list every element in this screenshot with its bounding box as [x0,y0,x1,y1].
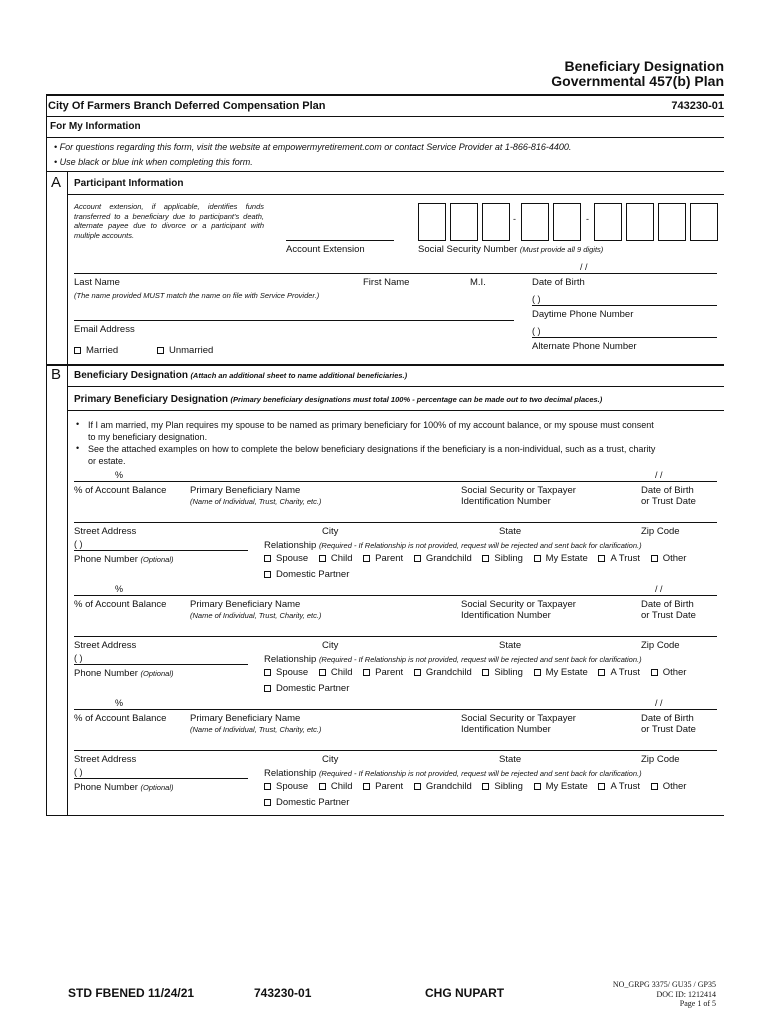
relationship-text: Relationship [264,768,317,779]
checkbox-icon[interactable] [598,555,605,562]
option-label: Other [662,781,687,792]
ben-name-label: Primary Beneficiary Name [190,599,301,610]
ssn-label [418,244,603,255]
phone-line[interactable] [74,664,248,665]
address-line[interactable] [74,636,717,637]
zip-label: Zip Code [641,640,680,651]
checkbox-icon[interactable] [598,669,605,676]
spouse-rule-text: If I am married, my Plan requires my spouse to be named as primary beneficiary for 100% of my account balance, or my spouse must consent [88,420,654,430]
divider [67,410,724,411]
section-b-heading: Beneficiary Designation [74,370,188,381]
checkbox-icon[interactable] [264,783,271,790]
checkbox-icon[interactable] [319,783,326,790]
phone-optional: (Optional) [140,555,174,564]
option-label: Spouse [276,781,309,792]
phone-label [74,782,173,793]
alt-phone-label: Alternate Phone Number [532,341,637,352]
spouse-rule-text: to my beneficiary designation. [88,432,208,442]
dob-label: Date of Birth [641,713,694,724]
my-info-heading: For My Information [50,121,141,132]
checkbox-icon[interactable] [482,783,489,790]
relationship-note: (Required - If Relationship is not provided, request will be rejected and sent back for clarification.) [318,541,642,550]
relationship-options [264,781,694,792]
checkbox-icon[interactable] [414,669,421,676]
primary-heading [74,394,602,405]
relationship-option[interactable] [319,667,353,678]
checkbox-icon[interactable] [319,669,326,676]
phone-optional: (Optional) [140,783,174,792]
option-label: A Trust [610,781,641,792]
checkbox-icon[interactable] [482,669,489,676]
section-border [67,364,68,816]
phone-line[interactable] [74,550,248,551]
relationship-option[interactable] [482,553,523,564]
form-border [46,94,47,816]
ssn-tax-label: Social Security or Taxpayer [461,599,576,610]
section-border [67,171,68,365]
relationship-option[interactable] [414,667,472,678]
ssn-dash: - [586,214,589,224]
option-label: My Estate [545,781,588,792]
checkbox-icon[interactable] [157,347,164,354]
chg-code: CHG NUPART [425,986,505,1000]
street-label: Street Address [74,754,137,765]
street-label: Street Address [74,526,137,537]
phone-paren: ( ) [74,653,83,663]
phone-paren: ( ) [532,294,541,304]
relationship-option[interactable] [651,667,687,678]
plan-name: City Of Farmers Branch Deferred Compensation Plan [48,100,326,112]
ssn-digit-box[interactable] [594,203,622,241]
checkbox-icon[interactable] [363,783,370,790]
name-note: (The name provided MUST match the name on file with Service Provider.) [74,291,320,300]
mi-label: M.I. [470,277,486,288]
married-checkbox[interactable] [74,345,118,356]
relationship-option[interactable] [264,667,308,678]
divider [46,815,724,816]
checkbox-icon[interactable] [264,685,271,692]
checkbox-icon[interactable] [651,783,658,790]
divider [46,137,724,138]
account-extension-label: Account Extension [286,244,365,255]
checkbox-icon[interactable] [651,669,658,676]
phone-paren: ( ) [74,539,83,549]
daytime-phone-line[interactable] [532,305,717,306]
checkbox-icon[interactable] [264,669,271,676]
dob-label: or Trust Date [641,610,696,621]
relationship-note: (Required - If Relationship is not provided, request will be rejected and sent back for clarification.) [318,655,642,664]
pct-balance-label: % of Account Balance [74,485,167,496]
relationship-options [264,667,694,678]
email-line[interactable] [74,320,514,321]
relationship-option[interactable] [264,553,308,564]
info-bullet: • Use black or blue ink when completing this form. [54,157,253,167]
section-b-note: (Attach an additional sheet to name additional beneficiaries.) [190,371,408,380]
unmarried-label: Unmarried [169,345,214,356]
checkbox-icon[interactable] [651,555,658,562]
first-name-label: First Name [363,277,410,288]
state-label: State [499,526,522,537]
option-label: A Trust [610,553,641,564]
state-label: State [499,754,522,765]
option-label: Grandchild [425,781,472,792]
ben-name-note: (Name of Individual, Trust, Charity, etc.) [190,611,322,620]
bullet-dot: • [76,419,80,429]
daytime-phone-label: Daytime Phone Number [532,309,634,320]
beneficiary-line[interactable] [74,709,717,710]
last-name-label: Last Name [74,277,120,288]
relationship-option[interactable] [534,553,588,564]
street-label: Street Address [74,640,137,651]
checkbox-icon[interactable] [264,555,271,562]
beneficiary-line[interactable] [74,595,717,596]
ssn-digit-box[interactable] [690,203,718,241]
option-label: Spouse [276,667,309,678]
option-label: Sibling [494,553,523,564]
relationship-option[interactable] [363,553,403,564]
state-label: State [499,640,522,651]
option-label: Child [330,781,353,792]
name-line[interactable] [74,273,717,274]
option-label: Child [330,553,353,564]
option-label: Child [330,667,353,678]
relationship-option[interactable] [363,667,403,678]
relationship-options [264,553,694,564]
option-label: A Trust [610,667,641,678]
section-heading [74,370,407,381]
phone-line[interactable] [74,778,248,779]
checkbox-icon[interactable] [414,783,421,790]
phone-label-text: Phone Number [74,782,138,793]
ssn-dash: - [513,214,516,224]
checkbox-icon[interactable] [74,347,81,354]
phone-label [74,554,173,565]
option-label: Grandchild [425,553,472,564]
option-label: Spouse [276,553,309,564]
footer-plan-number: 743230-01 [254,986,312,1000]
relationship-option[interactable] [534,781,588,792]
divider [46,364,724,366]
phone-label-text: Phone Number [74,668,138,679]
relationship-option[interactable] [264,781,308,792]
email-label: Email Address [74,324,135,335]
section-heading: Participant Information [74,178,184,189]
section-letter: B [51,366,62,383]
dob-label: Date of Birth [641,485,694,496]
relationship-option[interactable] [319,553,353,564]
dob-label: Date of Birth [641,599,694,610]
relationship-option[interactable] [414,781,472,792]
checkbox-icon[interactable] [482,555,489,562]
percent-sign: % [115,470,124,480]
option-label: Other [662,667,687,678]
option-label: Parent [375,667,404,678]
account-note: Account extension, if applicable, identifies funds transferred to a beneficiary due to participant's death, alternate payee due to divorce or a participant with multiple accounts. [74,202,264,240]
form-code: STD FBENED 11/24/21 [68,986,195,1000]
relationship-text: Relationship [264,540,317,551]
relationship-option[interactable] [482,667,523,678]
form-subtitle: Governmental 457(b) Plan [551,73,724,89]
primary-note: (Primary beneficiary designations must total 100% - percentage can be made out to two decimal places.) [230,395,603,404]
address-line[interactable] [74,750,717,751]
divider [67,194,724,195]
plan-number: 743230-01 [671,100,724,112]
section-letter: A [51,174,62,191]
relationship-option[interactable] [363,781,403,792]
pct-balance-label: % of Account Balance [74,599,167,610]
phone-paren: ( ) [74,767,83,777]
checkbox-icon[interactable] [264,799,271,806]
checkbox-icon[interactable] [363,669,370,676]
domestic-partner-option[interactable] [264,683,349,694]
checkbox-icon[interactable] [264,571,271,578]
phone-label-text: Phone Number [74,554,138,565]
option-label: Domestic Partner [276,569,350,580]
ssn-digit-box[interactable] [626,203,654,241]
checkbox-icon[interactable] [598,783,605,790]
ben-name-note: (Name of Individual, Trust, Charity, etc.) [190,725,322,734]
unmarried-checkbox[interactable] [157,345,213,356]
dob-slashes: / / [580,262,588,272]
phone-paren: ( ) [532,326,541,336]
relationship-option[interactable] [319,781,353,792]
relationship-option[interactable] [598,553,640,564]
relationship-label [264,654,642,665]
city-label: City [322,640,339,651]
dob-label: Date of Birth [532,277,585,288]
ssn-note: (Must provide all 9 digits) [519,245,604,254]
option-label: Sibling [494,667,523,678]
option-label: Domestic Partner [276,797,350,808]
info-bullet: • For questions regarding this form, visit the website at empowermyretirement.com or contact Service Provider at 1-866-816-4400. [54,142,572,152]
doc-reference [613,980,716,1009]
divider [46,171,724,172]
domestic-partner-option[interactable] [264,569,349,580]
account-extension-line[interactable] [286,240,394,241]
relationship-text: Relationship [264,654,317,665]
option-label: My Estate [545,667,588,678]
relationship-label [264,768,642,779]
pct-balance-label: % of Account Balance [74,713,167,724]
bullet-dot: • [76,443,80,453]
date-slashes: / / [655,698,663,708]
doc-ref-line: NO_GRPG 3375/ GU35 / GP35 [612,980,716,989]
checkbox-icon[interactable] [534,783,541,790]
relationship-option[interactable] [598,781,640,792]
option-label: Parent [375,781,404,792]
ssn-digit-box[interactable] [521,203,549,241]
page-number: Page 1 of 5 [679,999,716,1008]
option-label: Sibling [494,781,523,792]
relationship-option[interactable] [414,553,472,564]
ssn-tax-label: Identification Number [461,610,551,621]
ssn-digit-box[interactable] [482,203,510,241]
phone-optional: (Optional) [140,669,174,678]
ben-name-label: Primary Beneficiary Name [190,485,301,496]
relationship-option[interactable] [651,781,687,792]
checkbox-icon[interactable] [414,555,421,562]
relationship-label [264,540,642,551]
city-label: City [322,526,339,537]
address-line[interactable] [74,522,717,523]
dob-label: or Trust Date [641,724,696,735]
divider [67,386,724,387]
alt-phone-line[interactable] [532,337,717,338]
option-label: Other [662,553,687,564]
relationship-option[interactable] [534,667,588,678]
checkbox-icon[interactable] [534,669,541,676]
divider [46,94,724,96]
examples-text: or estate. [88,456,126,466]
ssn-digit-box[interactable] [450,203,478,241]
beneficiary-line[interactable] [74,481,717,482]
divider [46,116,724,117]
ssn-label-text: Social Security Number [418,244,518,255]
option-label: My Estate [545,553,588,564]
ssn-digit-box[interactable] [418,203,446,241]
option-label: Parent [375,553,404,564]
checkbox-icon[interactable] [319,555,326,562]
checkbox-icon[interactable] [363,555,370,562]
date-slashes: / / [655,470,663,480]
option-label: Domestic Partner [276,683,350,694]
ssn-tax-label: Identification Number [461,724,551,735]
ben-name-note: (Name of Individual, Trust, Charity, etc.) [190,497,322,506]
examples-text: See the attached examples on how to complete the below beneficiary designations if the beneficiary is a non-individual, such as a trust, charity [88,444,656,454]
checkbox-icon[interactable] [534,555,541,562]
zip-label: Zip Code [641,526,680,537]
form-title: Beneficiary Designation [564,58,724,74]
primary-heading-text: Primary Beneficiary Designation [74,394,228,405]
phone-label [74,668,173,679]
city-label: City [322,754,339,765]
relationship-option[interactable] [598,667,640,678]
ssn-tax-label: Identification Number [461,496,551,507]
date-slashes: / / [655,584,663,594]
relationship-option[interactable] [482,781,523,792]
option-label: Grandchild [425,667,472,678]
percent-sign: % [115,584,124,594]
ssn-tax-label: Social Security or Taxpayer [461,485,576,496]
zip-label: Zip Code [641,754,680,765]
domestic-partner-option[interactable] [264,797,349,808]
ben-name-label: Primary Beneficiary Name [190,713,301,724]
ssn-digit-box[interactable] [658,203,686,241]
percent-sign: % [115,698,124,708]
relationship-note: (Required - If Relationship is not provided, request will be rejected and sent back for clarification.) [318,769,642,778]
married-label: Married [86,345,119,356]
ssn-digit-box[interactable] [553,203,581,241]
ssn-tax-label: Social Security or Taxpayer [461,713,576,724]
dob-label: or Trust Date [641,496,696,507]
doc-id: DOC ID: 1212414 [656,989,716,999]
relationship-option[interactable] [651,553,687,564]
